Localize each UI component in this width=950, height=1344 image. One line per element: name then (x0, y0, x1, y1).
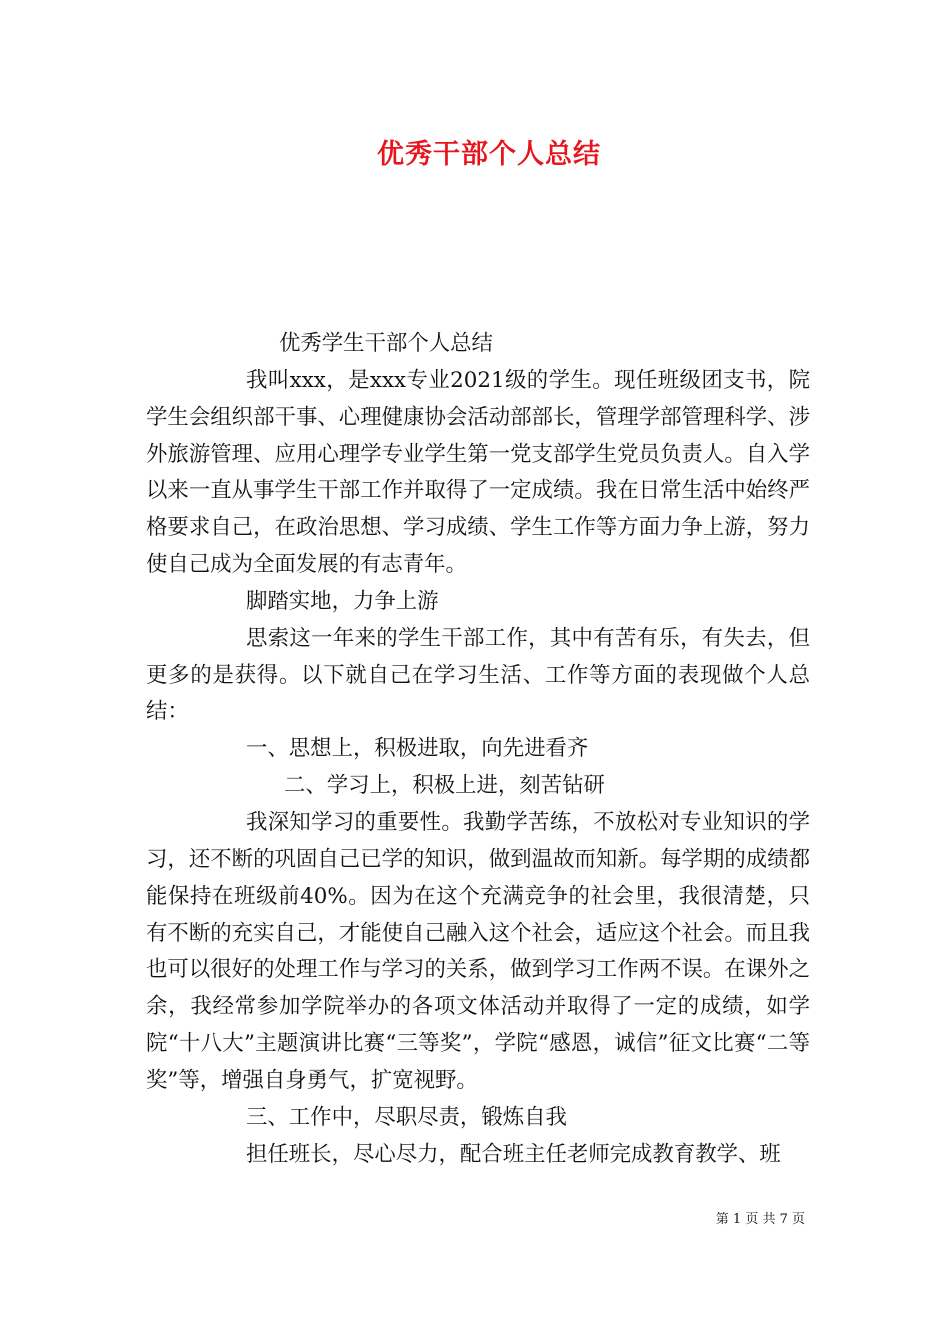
section-heading-work: 三、工作中，尽职尽责，锻炼自我 (246, 1104, 567, 1130)
paragraph-study: 我深知学习的重要性。我勤学苦练，不放松对专业知识的学习，还不断的巩固自己已学的知识，做到温故而知新。每学期的成绩都能保持在班级前40%。因为在这个充满竞争的社会里，我很清楚，只有不断的充实自己，才能使自己融入这个社会，适应这个社会。而且我也可以很好的处理工作与学习的关系，做到学习工作两不误。在课外之余，我经常参加学院举办的各项文体活动并取得了一定的成绩，如学院“十八大”主题演讲比赛“三等奖”，学院“感恩，诚信”征文比赛“二等奖”等，增强自身勇气，扩宽视野。 (146, 809, 810, 1093)
document-subtitle: 优秀学生干部个人总结 (279, 331, 493, 356)
paragraph-work: 担任班长，尽心尽力，配合班主任老师完成教育教学、班 (246, 1141, 781, 1167)
page-number-footer: 第 1 页 共 7 页 (715, 1212, 805, 1227)
document-body (146, 326, 810, 1173)
paragraph-motto: 脚踏实地，力争上游 (246, 588, 439, 614)
section-heading-thought: 一、思想上，积极进取，向先进看齐 (246, 736, 589, 762)
paragraph-reflection: 思索这一年来的学生干部工作，其中有苦有乐，有失去，但更多的是获得。以下就自己在学习生活、工作等方面的表现做个人总结： (146, 625, 810, 725)
paragraph-intro: 我叫xxx，是xxx专业2021级的学生。现任班级团支书，院学生会组织部干事、心理健康协会活动部部长，管理学部管理科学、涉外旅游管理、应用心理学专业学生第一党支部学生党员负责人。自入学以来一直从事学生干部工作并取得了一定成绩。我在日常生活中始终严格要求自己，在政治思想、学习成绩、学生工作等方面力争上游，努力使自己成为全面发展的有志青年。 (146, 367, 810, 578)
document-title: 优秀干部个人总结 (377, 139, 601, 170)
section-heading-study: 二、学习上，积极上进，刻苦钻研 (284, 773, 605, 799)
